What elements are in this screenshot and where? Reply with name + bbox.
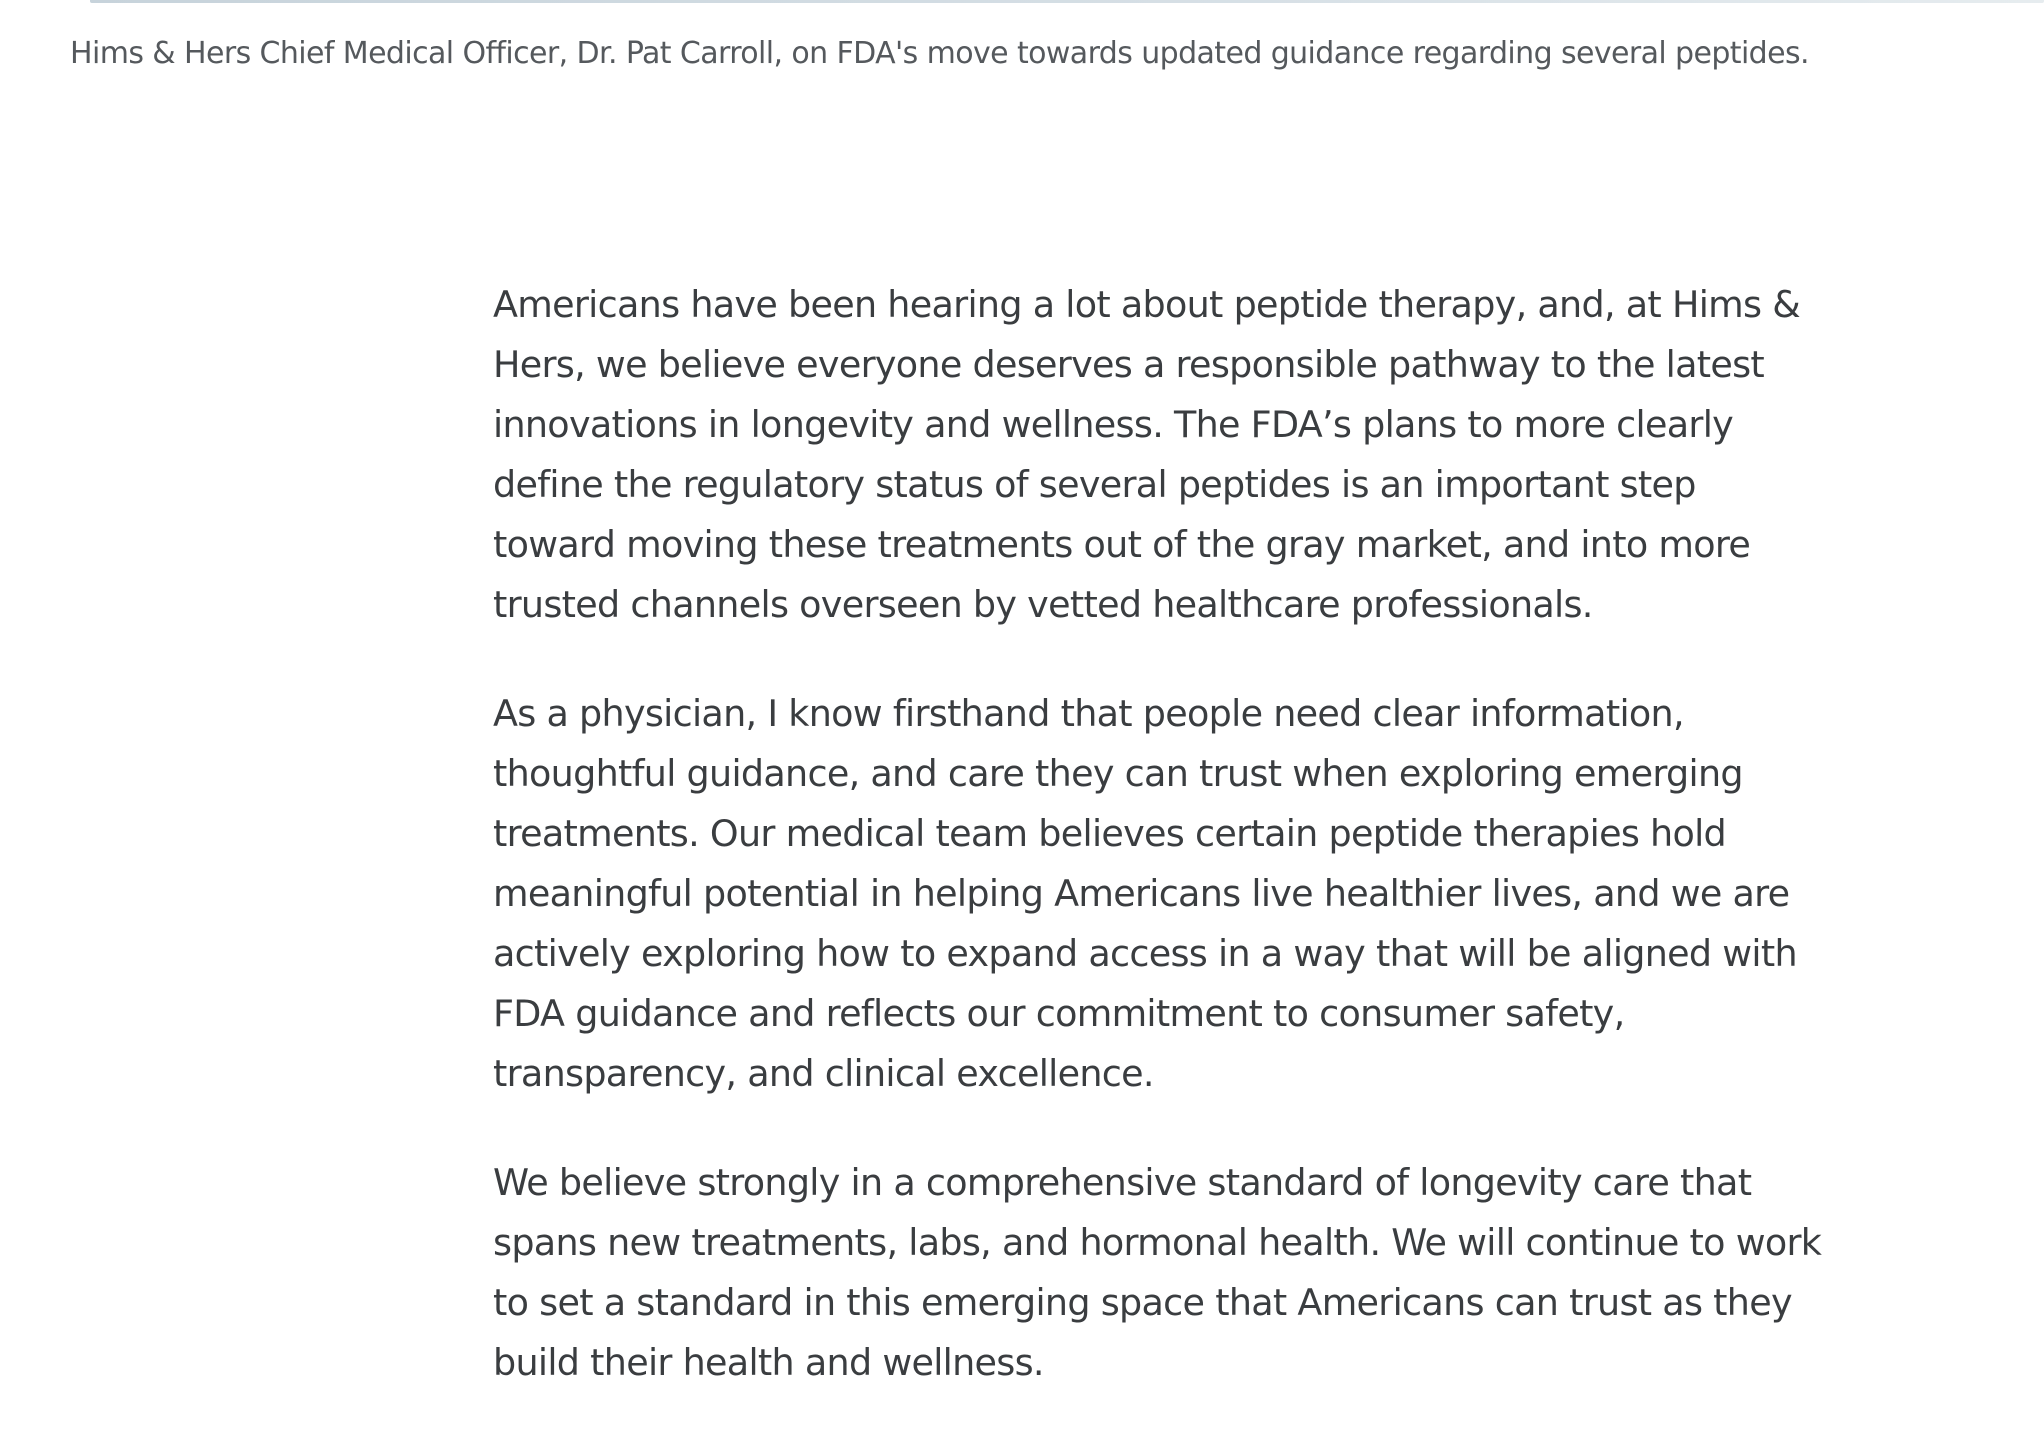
article-body [493,275,1823,1442]
article-paragraph-1: Americans have been hearing a lot about peptide therapy, and, at Hims & Hers, we believe everyone deserves a responsible pathway to the latest innovations in longevity and wellness. The FDA’s plans to more clearly define the regulatory status of several peptides is an important step toward moving these treatments out of the gray market, and into more trusted channels overseen by vetted healthcare professionals. [493,283,1800,626]
media-caption: Hims & Hers Chief Medical Officer, Dr. Pat Carroll, on FDA's move towards updated guidance regarding several peptides. [70,36,1809,71]
article-paragraph-3: We believe strongly in a comprehensive standard of longevity care that spans new treatments, labs, and hormonal health. We will continue to work to set a standard in this emerging space that Americans can trust as they build their health and wellness. [493,1161,1822,1384]
top-divider [90,0,2044,3]
article-paragraph-2: As a physician, I know firsthand that people need clear information, thoughtful guidance, and care they can trust when exploring emerging treatments. Our medical team believes certain peptide therapies hold meaningful potential in helping Americans live healthier lives, and we are actively exploring how to expand access in a way that will be aligned with FDA guidance and reflects our commitment to consumer safety, transparency, and clinical excellence. [493,692,1797,1095]
